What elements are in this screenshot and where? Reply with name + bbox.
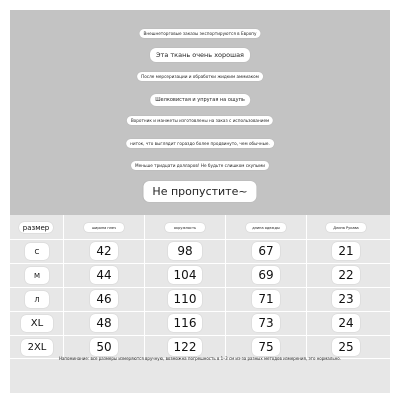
size-column-header: размер bbox=[19, 222, 53, 233]
message-bubble: Эта ткань очень хорошая bbox=[150, 48, 250, 62]
message-bubble: Меньше тридцати долларов! Не будьте слишком скупыми bbox=[131, 161, 269, 170]
table-cell: 24 bbox=[332, 314, 360, 332]
table-cell: 69 bbox=[252, 266, 280, 284]
measurement-note: Напоминание: все размеры измеряются вручную, возможна погрешность в 1–3 см из-за разных методов измерения, это нормально. bbox=[58, 356, 342, 361]
message-bubble: Внешнеторговые заказы экспортируются в Европу bbox=[139, 29, 260, 38]
table-cell: 48 bbox=[90, 314, 118, 332]
table-cell: 73 bbox=[252, 314, 280, 332]
size-table bbox=[10, 215, 390, 393]
message-bubbles bbox=[10, 10, 390, 215]
message-bubble: Шелковистая и упругая на ощупь bbox=[150, 94, 250, 106]
size-label: Л bbox=[25, 291, 49, 308]
table-cell: 25 bbox=[332, 338, 360, 356]
size-label: М bbox=[25, 267, 49, 284]
chest-header: окружность bbox=[165, 223, 205, 232]
size-label: 2XL bbox=[21, 339, 53, 356]
sleeve-header: Длина Рукава bbox=[326, 223, 366, 232]
message-bubble: После мерсеризации и обработки жидким аммиаком bbox=[137, 72, 263, 81]
shoulder-width-header: ширина плеч bbox=[84, 223, 124, 232]
length-header: длина одежды bbox=[246, 223, 286, 232]
size-label: XL bbox=[21, 315, 53, 332]
table-cell: 23 bbox=[332, 290, 360, 308]
table-cell: 50 bbox=[90, 338, 118, 356]
table-cell: 75 bbox=[252, 338, 280, 356]
table-cell: 21 bbox=[332, 242, 360, 260]
table-cell: 104 bbox=[168, 266, 202, 284]
message-bubble: Воротник и манжеты изготовлены на заказ с использованием bbox=[127, 116, 273, 125]
table-cell: 22 bbox=[332, 266, 360, 284]
table-cell: 122 bbox=[168, 338, 202, 356]
table-cell: 98 bbox=[168, 242, 202, 260]
table-cell: 42 bbox=[90, 242, 118, 260]
size-table-grid bbox=[10, 215, 390, 359]
table-cell: 110 bbox=[168, 290, 202, 308]
message-bubble: ниток, что выглядит гораздо более продвинуто, чем обычные. bbox=[126, 139, 274, 148]
table-cell: 44 bbox=[90, 266, 118, 284]
message-bubble-cta: Не пропустите~ bbox=[143, 181, 256, 202]
table-cell: 116 bbox=[168, 314, 202, 332]
table-cell: 71 bbox=[252, 290, 280, 308]
size-label: С bbox=[25, 243, 49, 260]
table-cell: 46 bbox=[90, 290, 118, 308]
table-cell: 67 bbox=[252, 242, 280, 260]
